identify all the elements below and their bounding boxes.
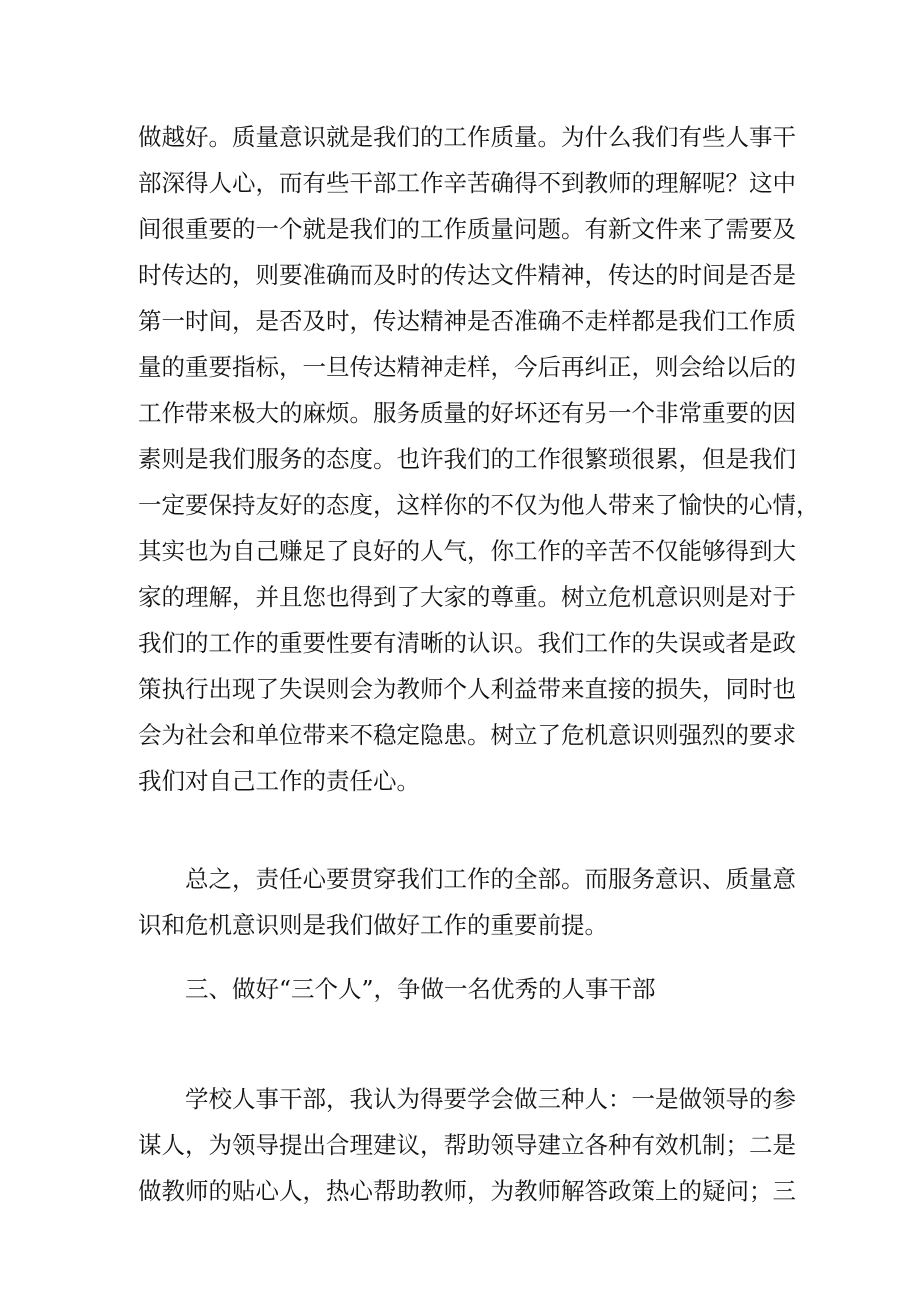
text-line: 我们对自己工作的责任心。 [138,767,420,795]
text-line: 家的理解，并且您也得到了大家的尊重。树立危机意识则是对于 [138,583,796,611]
text-line: 会为社会和单位带来不稳定隐患。树立了危机意识则强烈的要求 [138,721,796,749]
text-line: 做越好。质量意识就是我们的工作质量。为什么我们有些人事干 [138,123,796,151]
text-line: 一定要保持友好的态度，这样你的不仅为他人带来了愉快的心情， [138,491,820,519]
heading-text: 三、做好“三个人”，争做一名优秀的人事干部 [185,975,656,1003]
text-line: 间很重要的一个就是我们的工作质量问题。有新文件来了需要及 [138,215,796,243]
text-line: 其实也为自己赚足了良好的人气，你工作的辛苦不仅能够得到大 [138,537,796,565]
text-line: 量的重要指标，一旦传达精神走样，今后再纠正，则会给以后的 [138,353,796,381]
text-line: 素则是我们服务的态度。也许我们的工作很繁琐很累，但是我们 [138,445,796,473]
text-line: 做教师的贴心人，热心帮助教师，为教师解答政策上的疑问；三 [138,1177,796,1205]
text-line: 时传达的，则要准确而及时的传达文件精神，传达的时间是否是 [138,261,796,289]
text-line: 我们的工作的重要性要有清晰的认识。我们工作的失误或者是政 [138,629,796,657]
paragraph-three-roles [138,1076,796,1214]
text-line: 部深得人心，而有些干部工作辛苦确得不到教师的理解呢？这中 [138,169,796,197]
text-line: 工作带来极大的麻烦。服务质量的好坏还有另一个非常重要的因 [138,399,796,427]
section-heading [138,966,788,1012]
text-line: 学校人事干部，我认为得要学会做三种人：一是做领导的参 [185,1085,796,1113]
text-line: 第一时间，是否及时，传达精神是否准确不走样都是我们工作质 [138,307,796,335]
text-line: 识和危机意识则是我们做好工作的重要前提。 [138,911,608,939]
paragraph-summary [138,856,796,948]
text-line: 策执行出现了失误则会为教师个人利益带来直接的损失，同时也 [138,675,796,703]
paragraph-quality-awareness [138,114,820,804]
text-line: 谋人，为领导提出合理建议，帮助领导建立各种有效机制；二是 [138,1131,796,1159]
text-line: 总之，责任心要贯穿我们工作的全部。而服务意识、质量意 [185,865,796,893]
